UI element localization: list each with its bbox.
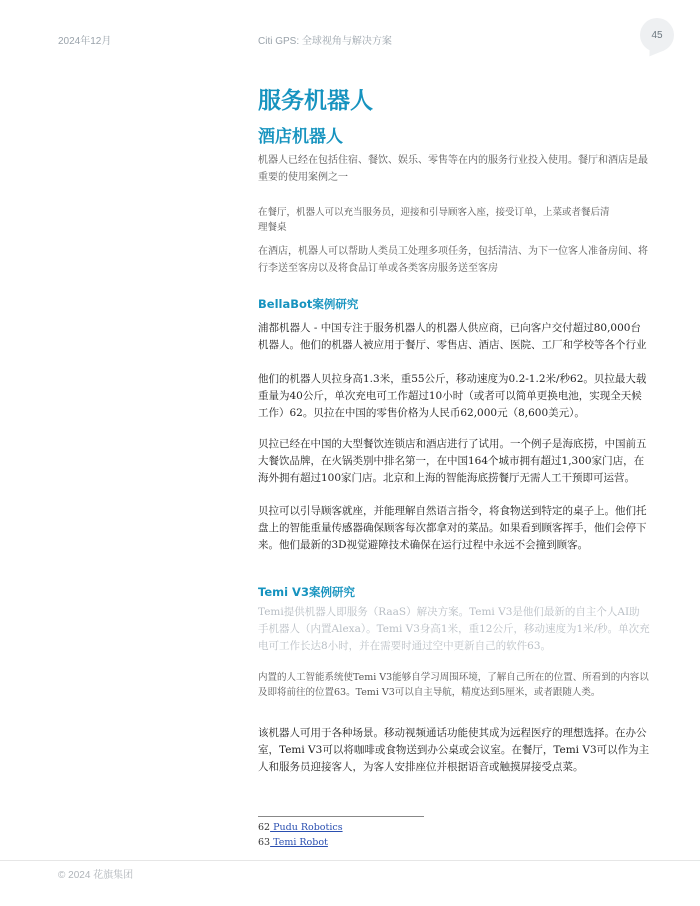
bellabot-paragraph-3: 贝拉已经在中国的大型餐饮连锁店和酒店进行了试用。一个例子是海底捞，中国前五大餐饮品牌，在火锅类别中排名第一，在中国164个城市拥有超过1,300家门店，在海外拥有超过100家门店。北京和上海的智能海底捞餐厅无需人工干预即可运营。: [258, 438, 647, 484]
restaurant-paragraph: 在餐厅，机器人可以充当服务员，迎接和引导顾客入座，接受订单，上菜或者餐后清理餐桌: [258, 207, 610, 233]
temi-paragraph-3: 该机器人可用于各种场景。移动视频通话功能使其成为远程医疗的理想选择。在办公室，Temi V3可以将咖啡或食物送到办公桌或会议室。在餐厅，Temi V3可以作为主人和服务员迎接客人，为客人安排座位并根据语音或触摸屏接受点菜。: [258, 727, 650, 773]
temi-heading: Temi V3案例研究: [258, 585, 355, 599]
footnote-62: [258, 822, 343, 833]
bellabot-paragraph-4: 贝拉可以引导顾客就座，并能理解自然语言指令，将食物送到特定的桌子上。他们托盘上的智能重量传感器确保顾客每次都拿对的菜品。如果看到顾客挥手，他们会停下来。他们最新的3D视觉避障技术确保在运行过程中永远不会撞到顾客。: [258, 505, 647, 551]
section-title: 服务机器人: [258, 88, 373, 114]
bellabot-paragraph-1: 浦都机器人 - 中国专注于服务机器人的机器人供应商，已向客户交付超过80,000台机器人。他们的机器人被应用于餐厅、零售店、酒店、医院、工厂和学校等各个行业: [258, 322, 647, 351]
section-subtitle: 酒店机器人: [258, 127, 343, 147]
footnote-number: 62: [258, 822, 271, 833]
footnote-link-temi[interactable]: Temi Robot: [270, 837, 328, 848]
footnote-number: 63: [258, 837, 271, 848]
bellabot-paragraph-2: 他们的机器人贝拉身高1.3米，重55公斤，移动速度为0.2-1.2米/秒62。贝拉最大载重量为40公斤，单次充电可工作超过10小时（或者可以简单更换电池，实现全天候工作）62。贝拉在中国的零售价格为人民币62,000元（8,600美元）。: [258, 373, 647, 419]
footnote-63: [258, 837, 328, 848]
bellabot-heading: BellaBot案例研究: [258, 297, 359, 311]
page-number-badge: 45: [640, 18, 674, 52]
footer-divider: [0, 860, 700, 861]
header-title: Citi GPS: 全球视角与解决方案: [258, 36, 392, 47]
footnote-divider: [258, 816, 424, 817]
header-date: 2024年12月: [58, 36, 112, 47]
footer-copyright: © 2024 花旗集团: [58, 870, 134, 881]
temi-paragraph-1: Temi提供机器人即服务（RaaS）解决方案。Temi V3是他们最新的自主个人AI助手机器人（内置Alexa）。Temi V3身高1米，重12公斤，移动速度为1米/秒。单次充电可工作长达8小时，并在需要时通过空中更新自己的软件63。: [258, 606, 650, 652]
temi-paragraph-2: 内置的人工智能系统使Temi V3能够自学习周围环境，了解自己所在的位置、所看到的内容以及即将前往的位置63。Temi V3可以自主导航，精度达到5厘米，或者跟随人类。: [258, 672, 649, 698]
intro-paragraph: 机器人已经在包括住宿、餐饮、娱乐、零售等在内的服务行业投入使用。餐厅和酒店是最重要的使用案例之一: [258, 155, 648, 183]
hotel-paragraph: 在酒店，机器人可以帮助人类员工处理多项任务，包括清洁、为下一位客人准备房间、将行李送至客房以及将食品订单或各类客房服务送至客房: [258, 246, 648, 274]
footnote-link-pudu[interactable]: Pudu Robotics: [270, 822, 343, 833]
